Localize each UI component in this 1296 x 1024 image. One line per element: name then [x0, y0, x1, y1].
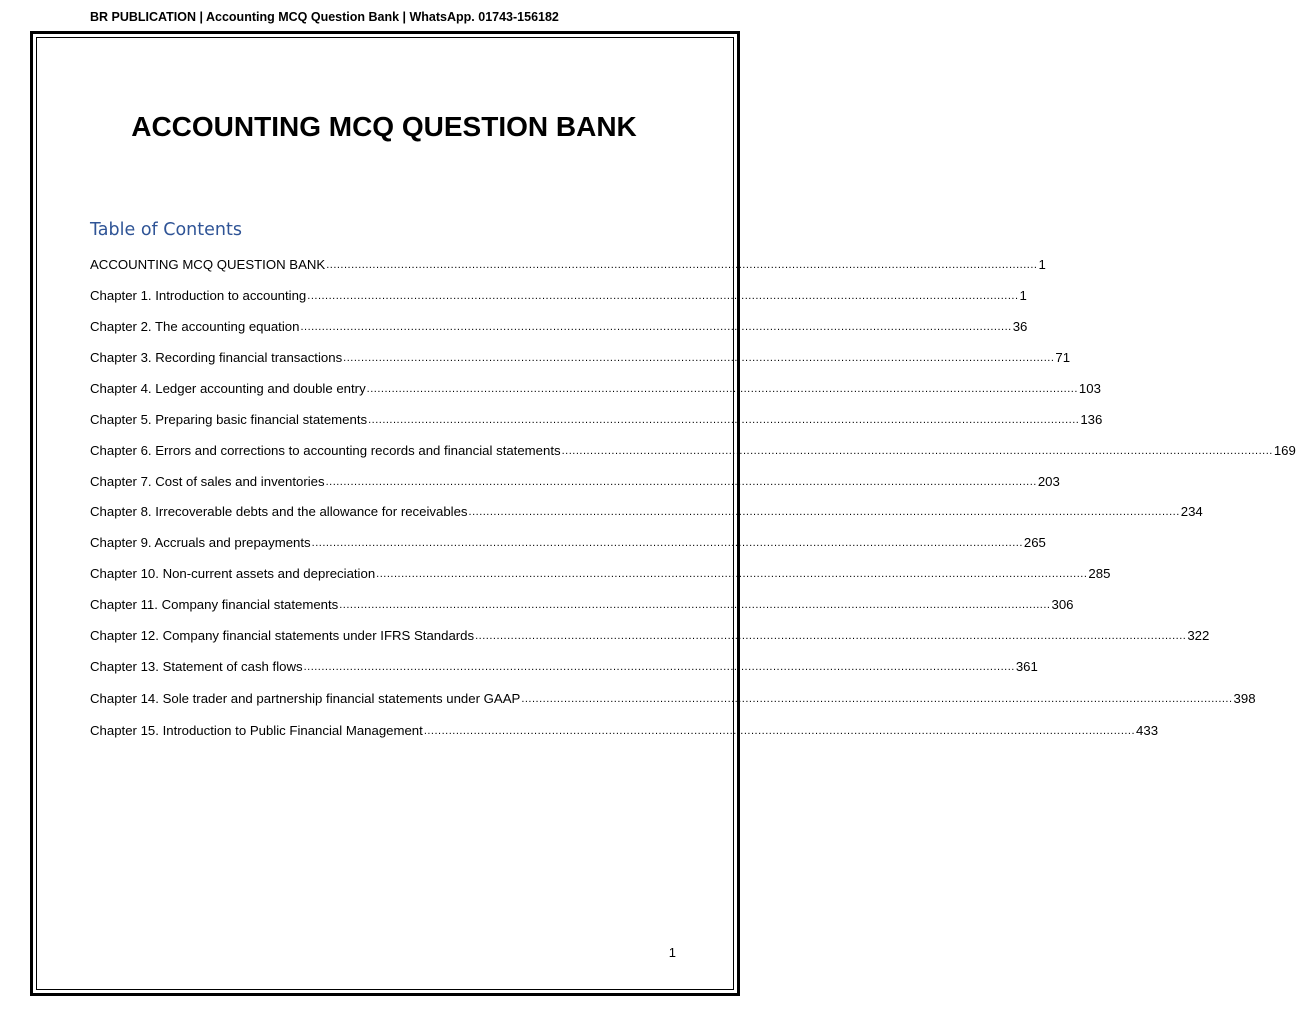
toc-entry-label: Chapter 13. Statement of cash flows [90, 659, 303, 674]
toc-leader-dots: ........................................................................................................................................................................................................ [300, 321, 1012, 333]
toc-entry[interactable] [90, 722, 1159, 740]
toc-entry[interactable] [90, 596, 1074, 614]
toc-entry-page: 285 [1088, 566, 1111, 581]
toc-entry-label: Chapter 14. Sole trader and partnership financial statements under GAAP [90, 691, 521, 706]
toc-entry-label: Chapter 3. Recording financial transactions [90, 350, 343, 365]
toc-entry[interactable] [90, 534, 1046, 552]
toc-leader-dots: ........................................................................................................................................................................................................ [307, 290, 1019, 302]
toc-entry[interactable] [90, 690, 1256, 708]
toc-entry-label: Chapter 8. Irrecoverable debts and the allowance for receivables [90, 504, 468, 519]
running-header: BR PUBLICATION | Accounting MCQ Question Bank | WhatsApp. 01743-156182 [90, 10, 559, 24]
toc-entry[interactable] [90, 442, 1296, 460]
toc-entry-page: 361 [1015, 659, 1038, 674]
toc-entry-label: ACCOUNTING MCQ QUESTION BANK [90, 257, 326, 272]
toc-entry[interactable] [90, 627, 1210, 645]
toc-leader-dots: ........................................................................................................................................................................................................ [311, 537, 1023, 549]
document-title: ACCOUNTING MCQ QUESTION BANK [131, 111, 637, 142]
toc-leader-dots: ........................................................................................................................................................................................................ [423, 725, 1136, 737]
toc-entry-page: 234 [1180, 504, 1203, 519]
toc-entry-label: Chapter 15. Introduction to Public Financial Management [90, 723, 423, 738]
toc-heading: Table of Contents [90, 220, 242, 240]
toc-entry-label: Chapter 6. Errors and corrections to accounting records and financial statements [90, 443, 561, 458]
toc-leader-dots: ........................................................................................................................................................................................................ [561, 445, 1273, 457]
toc-entry[interactable] [90, 411, 1103, 429]
toc-entry-page: 103 [1078, 381, 1101, 396]
toc-entry-page: 36 [1012, 319, 1028, 334]
toc-entry-label: Chapter 2. The accounting equation [90, 319, 300, 334]
toc-leader-dots: ........................................................................................................................................................................................................ [376, 568, 1088, 580]
toc-entry-page: 433 [1136, 723, 1159, 738]
toc-entry-label: Chapter 11. Company financial statements [90, 597, 339, 612]
toc-entry-page: 398 [1233, 691, 1256, 706]
toc-entry-label: Chapter 10. Non-current assets and depreciation [90, 566, 376, 581]
toc-leader-dots: ........................................................................................................................................................................................................ [339, 599, 1051, 611]
toc-entry-page: 1 [1038, 257, 1046, 272]
toc-entry-page: 306 [1051, 597, 1074, 612]
toc-leader-dots: ........................................................................................................................................................................................................ [521, 693, 1233, 705]
toc-entry-label: Chapter 5. Preparing basic financial statements [90, 412, 368, 427]
toc-leader-dots: ........................................................................................................................................................................................................ [303, 661, 1015, 673]
toc-entry-page: 203 [1037, 474, 1060, 489]
toc-entry[interactable] [90, 658, 1038, 676]
toc-entry-page: 71 [1055, 350, 1071, 365]
toc-entry-page: 1 [1019, 288, 1027, 303]
toc-entry[interactable] [90, 565, 1111, 583]
toc-leader-dots: ........................................................................................................................................................................................................ [326, 259, 1038, 271]
page-number: 1 [668, 945, 676, 960]
toc-leader-dots: ........................................................................................................................................................................................................ [343, 352, 1055, 364]
toc-entry-page: 169 [1273, 443, 1296, 458]
toc-entry[interactable] [90, 473, 1060, 491]
toc-entry-label: Chapter 1. Introduction to accounting [90, 288, 307, 303]
toc-entry-page: 136 [1080, 412, 1103, 427]
toc-entry-label: Chapter 12. Company financial statements under IFRS Standards [90, 628, 475, 643]
toc-entry[interactable] [90, 503, 1203, 521]
toc-entry[interactable] [90, 256, 1046, 274]
toc-leader-dots: ........................................................................................................................................................................................................ [368, 414, 1080, 426]
toc-leader-dots: ........................................................................................................................................................................................................ [468, 506, 1180, 518]
toc-entry[interactable] [90, 380, 1101, 398]
toc-entry-page: 322 [1187, 628, 1210, 643]
toc-entry-label: Chapter 7. Cost of sales and inventories [90, 474, 325, 489]
toc-leader-dots: ........................................................................................................................................................................................................ [366, 383, 1078, 395]
toc-entry-label: Chapter 9. Accruals and prepayments [90, 535, 311, 550]
toc-leader-dots: ........................................................................................................................................................................................................ [475, 630, 1187, 642]
toc-entry[interactable] [90, 287, 1027, 305]
toc-entry[interactable] [90, 318, 1028, 336]
toc-entry-page: 265 [1023, 535, 1046, 550]
toc-entry[interactable] [90, 349, 1071, 367]
toc-leader-dots: ........................................................................................................................................................................................................ [325, 476, 1037, 488]
toc-entry-label: Chapter 4. Ledger accounting and double entry [90, 381, 366, 396]
